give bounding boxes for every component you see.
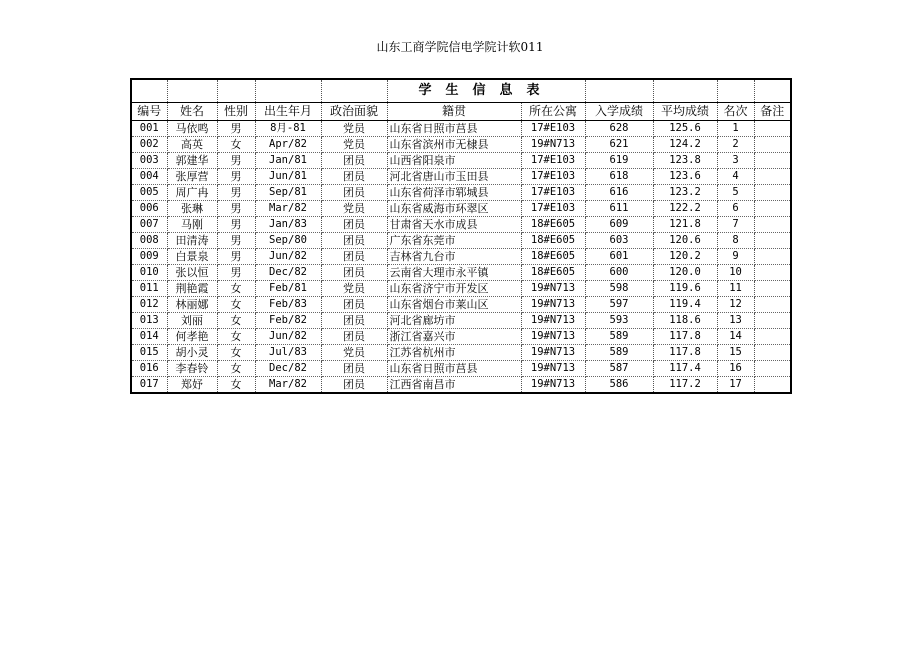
- cell-dorm: 19#N713: [521, 345, 585, 361]
- cell-id: 005: [131, 185, 167, 201]
- cell-average-score: 123.6: [653, 169, 717, 185]
- banner-cell: [255, 79, 321, 103]
- cell-origin: 云南省大理市永平镇: [387, 265, 521, 281]
- table-row: [131, 217, 791, 233]
- cell-rank: 1: [717, 121, 754, 137]
- cell-gender: 男: [217, 153, 255, 169]
- cell-origin: 河北省唐山市玉田县: [387, 169, 521, 185]
- cell-dorm: 19#N713: [521, 313, 585, 329]
- cell-gender: 男: [217, 217, 255, 233]
- cell-name: 荆艳霞: [167, 281, 217, 297]
- table-row: [131, 265, 791, 281]
- cell-entrance-score: 587: [585, 361, 653, 377]
- cell-origin: 山东省威海市环翠区: [387, 201, 521, 217]
- table-row: [131, 297, 791, 313]
- cell-name: 周广冉: [167, 185, 217, 201]
- cell-dorm: 19#N713: [521, 281, 585, 297]
- cell-gender: 女: [217, 329, 255, 345]
- cell-dorm: 17#E103: [521, 201, 585, 217]
- table-row: [131, 313, 791, 329]
- cell-gender: 男: [217, 249, 255, 265]
- cell-id: 015: [131, 345, 167, 361]
- cell-notes: [754, 121, 791, 137]
- cell-gender: 女: [217, 345, 255, 361]
- cell-entrance-score: 589: [585, 345, 653, 361]
- cell-gender: 男: [217, 233, 255, 249]
- cell-entrance-score: 618: [585, 169, 653, 185]
- cell-birth: Jan/81: [255, 153, 321, 169]
- cell-origin: 山东省济宁市开发区: [387, 281, 521, 297]
- header-average-score: 平均成绩: [653, 103, 717, 121]
- cell-average-score: 120.6: [653, 233, 717, 249]
- cell-rank: 6: [717, 201, 754, 217]
- header-political: 政治面貌: [321, 103, 387, 121]
- cell-average-score: 120.0: [653, 265, 717, 281]
- cell-dorm: 18#E605: [521, 265, 585, 281]
- cell-political: 团员: [321, 233, 387, 249]
- cell-id: 007: [131, 217, 167, 233]
- table-row: [131, 377, 791, 394]
- cell-origin: 河北省廊坊市: [387, 313, 521, 329]
- table-row: [131, 201, 791, 217]
- cell-name: 张琳: [167, 201, 217, 217]
- cell-dorm: 17#E103: [521, 185, 585, 201]
- cell-notes: [754, 137, 791, 153]
- cell-entrance-score: 616: [585, 185, 653, 201]
- cell-entrance-score: 593: [585, 313, 653, 329]
- cell-entrance-score: 601: [585, 249, 653, 265]
- cell-id: 008: [131, 233, 167, 249]
- header-rank: 名次: [717, 103, 754, 121]
- table-row: [131, 137, 791, 153]
- cell-political: 团员: [321, 329, 387, 345]
- cell-political: 党员: [321, 137, 387, 153]
- table-title-row: [131, 79, 791, 103]
- cell-name: 胡小灵: [167, 345, 217, 361]
- header-id: 编号: [131, 103, 167, 121]
- cell-average-score: 124.2: [653, 137, 717, 153]
- cell-name: 郭建华: [167, 153, 217, 169]
- cell-entrance-score: 600: [585, 265, 653, 281]
- cell-rank: 17: [717, 377, 754, 394]
- cell-birth: Feb/83: [255, 297, 321, 313]
- banner-cell: [653, 79, 717, 103]
- cell-rank: 10: [717, 265, 754, 281]
- cell-rank: 7: [717, 217, 754, 233]
- cell-dorm: 19#N713: [521, 297, 585, 313]
- cell-birth: Dec/82: [255, 361, 321, 377]
- cell-gender: 女: [217, 281, 255, 297]
- cell-birth: Mar/82: [255, 201, 321, 217]
- banner-cell: [585, 79, 653, 103]
- cell-name: 郑妤: [167, 377, 217, 394]
- cell-id: 011: [131, 281, 167, 297]
- cell-gender: 女: [217, 361, 255, 377]
- cell-birth: Sep/81: [255, 185, 321, 201]
- cell-origin: 江西省南昌市: [387, 377, 521, 394]
- cell-origin: 甘肃省天水市成县: [387, 217, 521, 233]
- cell-gender: 女: [217, 313, 255, 329]
- cell-name: 张厚营: [167, 169, 217, 185]
- cell-average-score: 117.8: [653, 329, 717, 345]
- cell-name: 刘丽: [167, 313, 217, 329]
- cell-dorm: 18#E605: [521, 233, 585, 249]
- cell-dorm: 18#E605: [521, 249, 585, 265]
- banner-cell: [167, 79, 217, 103]
- cell-dorm: 19#N713: [521, 329, 585, 345]
- cell-average-score: 125.6: [653, 121, 717, 137]
- cell-average-score: 123.2: [653, 185, 717, 201]
- cell-origin: 广东省东莞市: [387, 233, 521, 249]
- cell-average-score: 121.8: [653, 217, 717, 233]
- cell-notes: [754, 169, 791, 185]
- cell-gender: 男: [217, 185, 255, 201]
- cell-birth: Jan/83: [255, 217, 321, 233]
- cell-name: 张以恒: [167, 265, 217, 281]
- cell-dorm: 19#N713: [521, 137, 585, 153]
- cell-notes: [754, 361, 791, 377]
- cell-id: 003: [131, 153, 167, 169]
- cell-name: 林丽娜: [167, 297, 217, 313]
- cell-id: 006: [131, 201, 167, 217]
- cell-origin: 山东省日照市莒县: [387, 121, 521, 137]
- cell-entrance-score: 628: [585, 121, 653, 137]
- table-row: [131, 249, 791, 265]
- cell-id: 004: [131, 169, 167, 185]
- cell-gender: 女: [217, 377, 255, 394]
- banner-cell: [717, 79, 754, 103]
- cell-rank: 12: [717, 297, 754, 313]
- banner-cell: [754, 79, 791, 103]
- cell-id: 002: [131, 137, 167, 153]
- cell-birth: Jun/82: [255, 249, 321, 265]
- cell-political: 党员: [321, 281, 387, 297]
- table-row: [131, 233, 791, 249]
- cell-average-score: 122.2: [653, 201, 717, 217]
- cell-political: 团员: [321, 217, 387, 233]
- table-row: [131, 329, 791, 345]
- cell-entrance-score: 611: [585, 201, 653, 217]
- cell-political: 团员: [321, 153, 387, 169]
- cell-rank: 3: [717, 153, 754, 169]
- cell-origin: 浙江省嘉兴市: [387, 329, 521, 345]
- cell-birth: Sep/80: [255, 233, 321, 249]
- table-row: [131, 153, 791, 169]
- cell-origin: 江苏省杭州市: [387, 345, 521, 361]
- cell-notes: [754, 233, 791, 249]
- cell-political: 党员: [321, 121, 387, 137]
- cell-average-score: 118.6: [653, 313, 717, 329]
- cell-rank: 11: [717, 281, 754, 297]
- cell-notes: [754, 329, 791, 345]
- cell-political: 团员: [321, 297, 387, 313]
- cell-name: 何孝艳: [167, 329, 217, 345]
- cell-birth: Apr/82: [255, 137, 321, 153]
- cell-dorm: 17#E103: [521, 121, 585, 137]
- cell-average-score: 119.4: [653, 297, 717, 313]
- cell-dorm: 19#N713: [521, 361, 585, 377]
- cell-rank: 13: [717, 313, 754, 329]
- cell-notes: [754, 377, 791, 394]
- cell-average-score: 117.8: [653, 345, 717, 361]
- cell-gender: 男: [217, 169, 255, 185]
- cell-birth: Jun/81: [255, 169, 321, 185]
- cell-id: 013: [131, 313, 167, 329]
- cell-gender: 女: [217, 297, 255, 313]
- cell-notes: [754, 185, 791, 201]
- header-dorm: 所在公寓: [521, 103, 585, 121]
- cell-id: 010: [131, 265, 167, 281]
- cell-rank: 2: [717, 137, 754, 153]
- header-notes: 备注: [754, 103, 791, 121]
- cell-entrance-score: 598: [585, 281, 653, 297]
- cell-id: 016: [131, 361, 167, 377]
- cell-notes: [754, 201, 791, 217]
- cell-id: 014: [131, 329, 167, 345]
- cell-notes: [754, 297, 791, 313]
- cell-origin: 山东省烟台市莱山区: [387, 297, 521, 313]
- cell-political: 团员: [321, 185, 387, 201]
- cell-origin: 吉林省九台市: [387, 249, 521, 265]
- header-row: [131, 103, 791, 121]
- cell-political: 团员: [321, 169, 387, 185]
- cell-rank: 16: [717, 361, 754, 377]
- cell-id: 009: [131, 249, 167, 265]
- cell-political: 团员: [321, 377, 387, 394]
- table-row: [131, 345, 791, 361]
- cell-name: 田清涛: [167, 233, 217, 249]
- cell-average-score: 123.8: [653, 153, 717, 169]
- cell-gender: 男: [217, 201, 255, 217]
- cell-name: 高英: [167, 137, 217, 153]
- cell-dorm: 17#E103: [521, 153, 585, 169]
- cell-dorm: 19#N713: [521, 377, 585, 394]
- cell-entrance-score: 589: [585, 329, 653, 345]
- cell-gender: 男: [217, 121, 255, 137]
- table-title: [387, 79, 585, 103]
- page-title: 山东工商学院信电学院计软011: [376, 40, 544, 54]
- cell-birth: Dec/82: [255, 265, 321, 281]
- header-entrance-score: 入学成绩: [585, 103, 653, 121]
- table-row: [131, 121, 791, 137]
- cell-rank: 5: [717, 185, 754, 201]
- table-title-text: 学生信息表: [418, 83, 554, 98]
- header-gender: 性别: [217, 103, 255, 121]
- cell-average-score: 119.6: [653, 281, 717, 297]
- cell-notes: [754, 265, 791, 281]
- cell-entrance-score: 619: [585, 153, 653, 169]
- cell-political: 党员: [321, 201, 387, 217]
- cell-notes: [754, 153, 791, 169]
- cell-id: 001: [131, 121, 167, 137]
- banner-cell: [131, 79, 167, 103]
- cell-notes: [754, 345, 791, 361]
- cell-birth: 8月-81: [255, 121, 321, 137]
- cell-average-score: 117.2: [653, 377, 717, 394]
- cell-entrance-score: 597: [585, 297, 653, 313]
- cell-rank: 14: [717, 329, 754, 345]
- cell-rank: 4: [717, 169, 754, 185]
- cell-entrance-score: 603: [585, 233, 653, 249]
- banner-cell: [321, 79, 387, 103]
- cell-gender: 男: [217, 265, 255, 281]
- cell-entrance-score: 586: [585, 377, 653, 394]
- cell-political: 团员: [321, 265, 387, 281]
- cell-notes: [754, 249, 791, 265]
- cell-notes: [754, 313, 791, 329]
- cell-political: 团员: [321, 249, 387, 265]
- cell-birth: Jun/82: [255, 329, 321, 345]
- cell-birth: Feb/82: [255, 313, 321, 329]
- cell-name: 马刚: [167, 217, 217, 233]
- cell-origin: 山西省阳泉市: [387, 153, 521, 169]
- cell-notes: [754, 217, 791, 233]
- cell-id: 017: [131, 377, 167, 394]
- cell-rank: 15: [717, 345, 754, 361]
- cell-rank: 9: [717, 249, 754, 265]
- table-row: [131, 169, 791, 185]
- table-row: [131, 185, 791, 201]
- cell-origin: 山东省荷泽市郓城县: [387, 185, 521, 201]
- cell-entrance-score: 609: [585, 217, 653, 233]
- cell-average-score: 120.2: [653, 249, 717, 265]
- cell-political: 团员: [321, 361, 387, 377]
- cell-dorm: 18#E605: [521, 217, 585, 233]
- banner-cell: [217, 79, 255, 103]
- header-origin: 籍贯: [387, 103, 521, 121]
- table-row: [131, 361, 791, 377]
- cell-name: 白景泉: [167, 249, 217, 265]
- cell-notes: [754, 281, 791, 297]
- cell-origin: 山东省日照市莒县: [387, 361, 521, 377]
- cell-birth: Mar/82: [255, 377, 321, 394]
- student-info-table: [130, 78, 792, 394]
- cell-birth: Jul/83: [255, 345, 321, 361]
- cell-gender: 女: [217, 137, 255, 153]
- table-row: [131, 281, 791, 297]
- cell-id: 012: [131, 297, 167, 313]
- cell-rank: 8: [717, 233, 754, 249]
- cell-name: 李春铃: [167, 361, 217, 377]
- cell-entrance-score: 621: [585, 137, 653, 153]
- cell-origin: 山东省滨州市无棣县: [387, 137, 521, 153]
- cell-name: 马依鸣: [167, 121, 217, 137]
- header-name: 姓名: [167, 103, 217, 121]
- cell-average-score: 117.4: [653, 361, 717, 377]
- cell-dorm: 17#E103: [521, 169, 585, 185]
- cell-birth: Feb/81: [255, 281, 321, 297]
- cell-political: 党员: [321, 345, 387, 361]
- cell-political: 团员: [321, 313, 387, 329]
- header-birth: 出生年月: [255, 103, 321, 121]
